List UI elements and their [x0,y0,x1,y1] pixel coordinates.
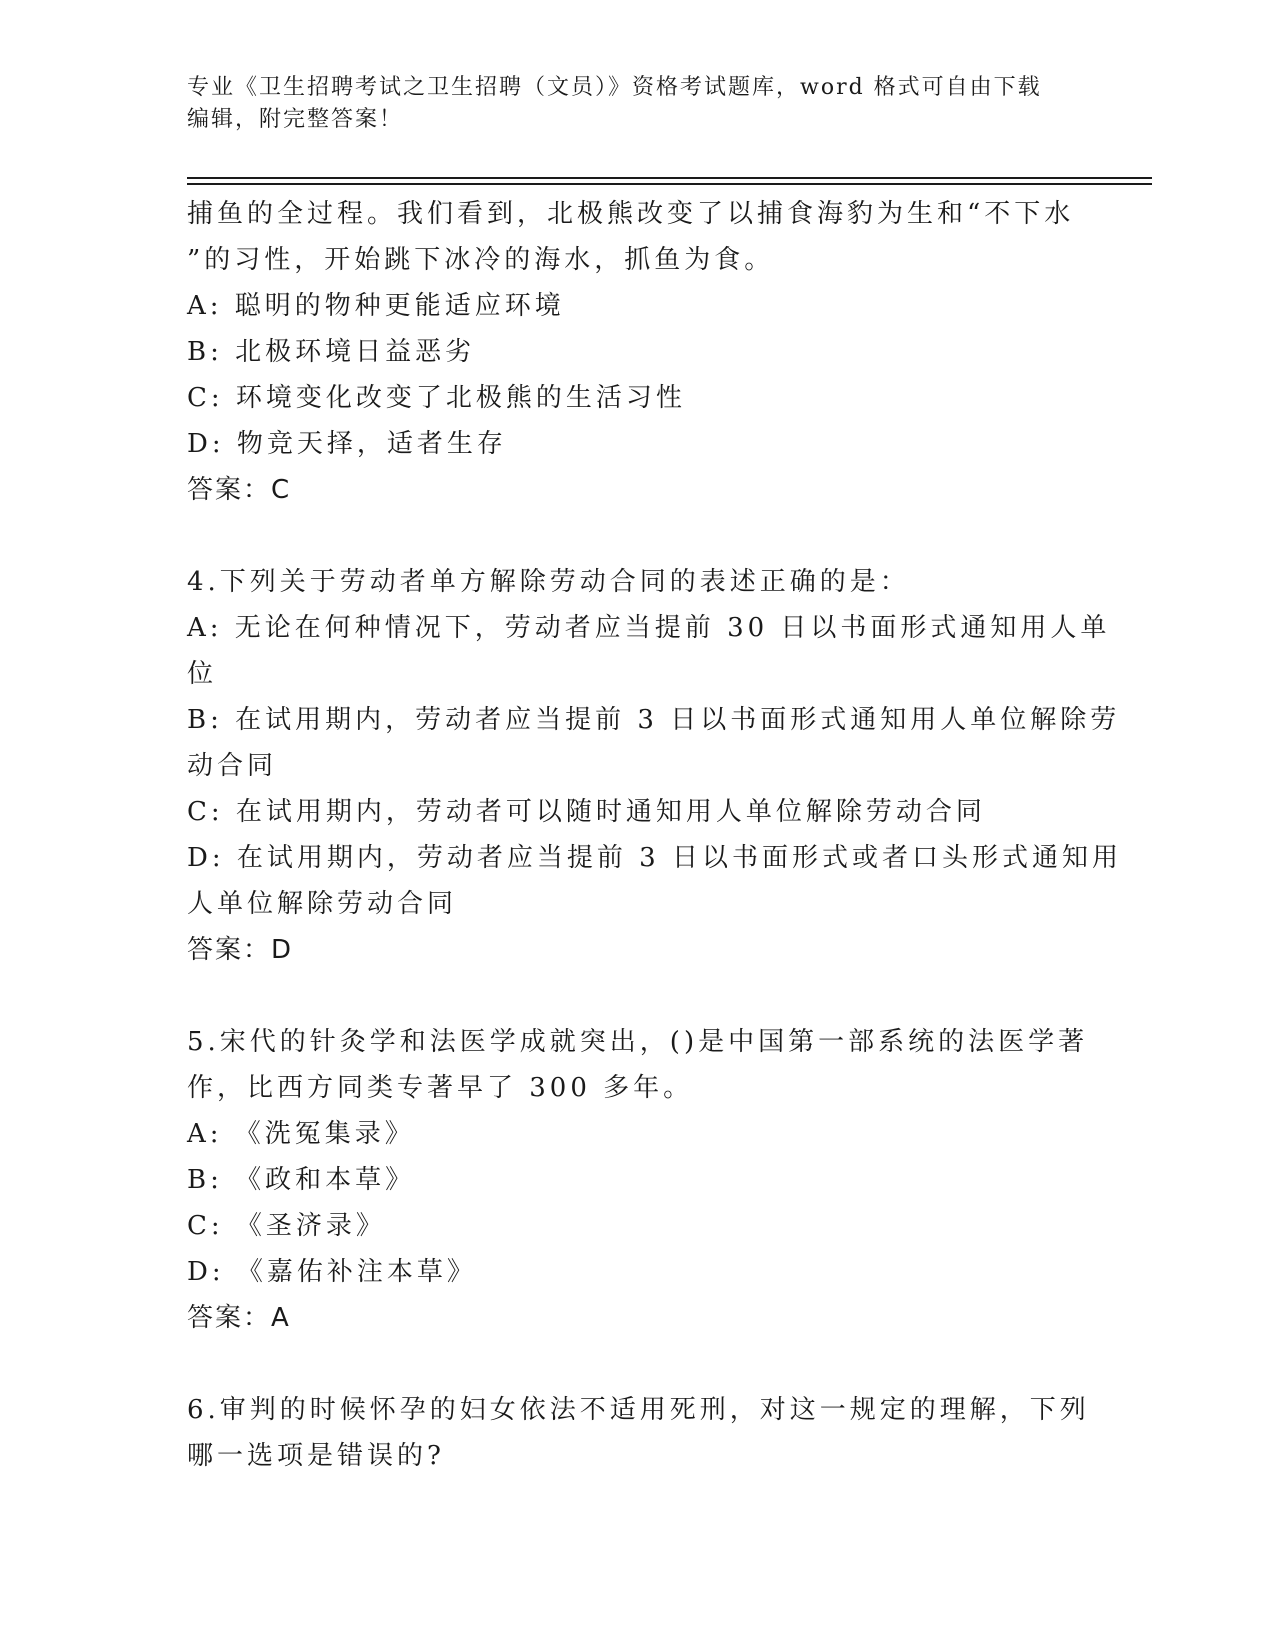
question-stem-line: 捕鱼的全过程。我们看到，北极熊改变了以捕食海豹为生和“不下水 [187,199,1075,229]
question-stem-line: 哪一选项是错误的? [187,1441,445,1471]
header-divider-bottom [187,183,1152,185]
header-line-1: 专业《卫生招聘考试之卫生招聘（文员）》资格考试题库，word 格式可自由下载 [187,75,1042,100]
header-line-2: 编辑，附完整答案！ [187,107,404,132]
option-d: D: 物竞天择，适者生存 [187,429,507,459]
option-b: B: 在试用期内，劳动者应当提前 3 日以书面形式通知用人单位解除劳 [187,705,1121,735]
question-stem-line: ”的习性，开始跳下冰冷的海水，抓鱼为食。 [187,245,775,275]
option-d: D: 在试用期内，劳动者应当提前 3 日以书面形式或者口头形式通知用 [187,843,1122,873]
header-divider-top [187,177,1152,179]
question-6 [187,1387,1090,1479]
option-b-continued: 动合同 [187,751,278,781]
question-stem-line: 6.审判的时候怀孕的妇女依法不适用死刑，对这一规定的理解，下列 [187,1395,1090,1425]
option-c: C: 在试用期内，劳动者可以随时通知用人单位解除劳动合同 [187,797,986,827]
answer-line: 答案：D [187,935,294,965]
question-list [187,191,1122,1479]
option-a-continued: 位 [187,659,218,689]
option-d-continued: 人单位解除劳动合同 [187,889,458,919]
question-stem-line: 作，比西方同类专著早了 300 多年。 [187,1073,694,1103]
option-b: B: 《政和本草》 [187,1165,416,1195]
question-4 [187,559,1122,973]
option-a: A: 无论在何种情况下，劳动者应当提前 30 日以书面形式通知用人单 [187,613,1111,643]
answer-line: 答案：A [187,1303,291,1333]
spacer [187,1341,1087,1387]
document-header [187,72,1067,136]
spacer [187,973,1087,1019]
question-5 [187,1019,1087,1341]
option-d: D: 《嘉佑补注本草》 [187,1257,477,1287]
spacer [187,513,1087,559]
option-c: C: 环境变化改变了北极熊的生活习性 [187,383,686,413]
question-3 [187,191,1087,513]
question-stem-line: 5.宋代的针灸学和法医学成就突出，()是中国第一部系统的法医学著 [187,1027,1089,1057]
option-a: A: 聪明的物种更能适应环境 [187,291,565,321]
option-b: B: 北极环境日益恶劣 [187,337,476,367]
answer-line: 答案：C [187,475,292,505]
question-stem: 4.下列关于劳动者单方解除劳动合同的表述正确的是： [187,567,910,597]
option-a: A: 《洗冤集录》 [187,1119,415,1149]
option-c: C: 《圣济录》 [187,1211,386,1241]
